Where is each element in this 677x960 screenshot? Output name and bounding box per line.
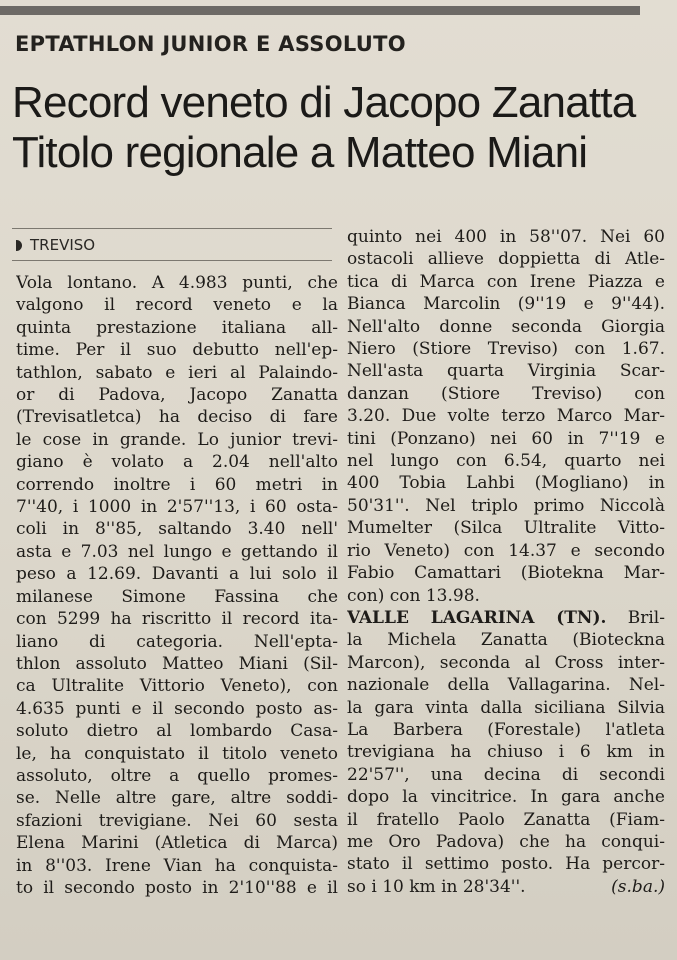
text-line: liano di categoria. Nell'epta-	[16, 631, 338, 652]
text-line: La Barbera (Forestale) l'atleta	[347, 719, 665, 740]
text-line: Vola lontano. A 4.983 punti, che	[16, 273, 338, 293]
text-line	[347, 607, 665, 629]
text-line: nazionale della Vallagarina. Nel-	[347, 675, 665, 696]
text-line: Elena Marini (Atletica di Marca)	[16, 833, 338, 854]
headline-line: Titolo regionale a Matteo Miani	[12, 128, 588, 177]
section-lead: VALLE LAGARINA (TN).	[347, 607, 607, 628]
dateline	[16, 236, 95, 254]
right-column-first-section	[347, 226, 665, 607]
text-line: in 8''03. Irene Vian ha conquista-	[16, 855, 338, 876]
right-column-second-section	[347, 607, 665, 898]
text-line: peso a 12.69. Davanti a lui solo il	[16, 564, 338, 585]
text-line: giano è volato a 2.04 nell'alto	[16, 452, 338, 473]
text-line: la gara vinta dalla siciliana Silvia	[347, 697, 665, 718]
text-line: Nell'asta quarta Virginia Scar-	[347, 361, 665, 382]
text-line: quinto nei 400 in 58''07. Nei 60	[347, 227, 665, 247]
text-line: soluto dietro al lombardo Casa-	[16, 721, 338, 742]
text-line: 22'57'', una decina di secondi	[347, 764, 665, 785]
text-line: ostacoli allieve doppietta di Atle-	[347, 249, 665, 270]
text-line: rio Veneto) con 14.37 e secondo	[347, 540, 665, 561]
text-line: quinta prestazione italiana all-	[16, 317, 338, 338]
text-line: danzan (Stiore Treviso) con	[347, 383, 665, 404]
right-column	[347, 226, 665, 898]
text-line: il fratello Paolo Zanatta (Fiam-	[347, 809, 665, 830]
text-line: 50'31''. Nel triplo primo Niccolà	[347, 495, 665, 516]
text-line: se. Nelle altre gare, altre soddi-	[16, 788, 338, 809]
author-signature: (s.ba.)	[611, 876, 665, 897]
text-line: tini (Ponzano) nei 60 in 7''19 e	[347, 428, 665, 449]
text-line: con) con 13.98.	[347, 585, 480, 606]
text-line: le, ha conquistato il titolo veneto	[16, 743, 338, 764]
text-line: sfazioni trevigiane. Nei 60 sesta	[16, 810, 338, 831]
text-line: Bianca Marcolin (9''19 e 9''44).	[347, 294, 665, 315]
top-rule	[0, 6, 640, 15]
dateline-text: TREVISO	[30, 236, 96, 254]
text-line: to il secondo posto in 2'10''88 e il	[16, 877, 338, 898]
text-line: 4.635 punti e il secondo posto as-	[16, 698, 338, 719]
text-line: 7''40, i 1000 in 2'57''13, i 60 osta-	[16, 497, 338, 518]
text-line: Niero (Stiore Treviso) con 1.67.	[347, 339, 665, 360]
text-line: time. Per il suo debutto nell'ep-	[16, 340, 338, 361]
text-line: me Oro Padova) che ha conqui-	[347, 831, 665, 852]
headline	[12, 78, 635, 178]
text-line: asta e 7.03 nel lungo e gettando il	[16, 541, 338, 562]
text-line: trevigiana ha chiuso i 6 km in	[347, 742, 665, 763]
text-line: ca Ultralite Vittorio Veneto), con	[16, 676, 338, 697]
text-line: 3.20. Due volte terzo Marco Mar-	[347, 406, 665, 427]
divider	[12, 260, 332, 261]
text-line: tica di Marca con Irene Piazza e	[347, 271, 665, 292]
headline-line: Record veneto di Jacopo Zanatta	[12, 78, 636, 127]
text-line: Marcon), seconda al Cross inter-	[347, 652, 665, 673]
text-line: Mumelter (Silca Ultralite Vitto-	[347, 518, 665, 539]
text-line: la Michela Zanatta (Bioteckna	[347, 630, 665, 651]
text-line: valgono il record veneto e la	[16, 295, 338, 316]
left-column	[16, 272, 338, 899]
text-line: 400 Tobia Lahbi (Mogliano) in	[347, 473, 665, 494]
second-section-lines	[347, 629, 665, 875]
text-fragment: so i 10 km in 28'34''.	[347, 876, 526, 897]
text-line: or di Padova, Jacopo Zanatta	[16, 385, 338, 406]
text-line: thlon assoluto Matteo Miani (Sil-	[16, 653, 338, 674]
text-line: stato il settimo posto. Ha percor-	[347, 854, 665, 875]
text-line: (Trevisatletca) ha deciso di fare	[16, 407, 338, 428]
text-line-last	[347, 876, 665, 898]
text-line: correndo inoltre i 60 metri in	[16, 474, 338, 495]
text-line: nel lungo con 6.54, quarto nei	[347, 451, 665, 472]
text-line: coli in 8''85, saltando 3.40 nell'	[16, 519, 338, 540]
kicker: EPTATHLON JUNIOR E ASSOLUTO	[15, 32, 406, 56]
text-line: assoluto, oltre a quello promes-	[16, 765, 338, 786]
text-line: Nell'alto donne seconda Giorgia	[347, 316, 665, 337]
dateline-bullet-icon	[16, 240, 22, 251]
divider	[12, 228, 332, 229]
text-line: dopo la vincitrice. In gara anche	[347, 787, 665, 808]
text-line: milanese Simone Fassina che	[16, 586, 338, 607]
text-fragment: Bril-	[606, 607, 665, 628]
text-line: con 5299 ha riscritto il record ita-	[16, 609, 338, 630]
text-line: Fabio Camattari (Biotekna Mar-	[347, 563, 665, 584]
text-line: tathlon, sabato e ieri al Palaindo-	[16, 362, 338, 383]
text-line: le cose in grande. Lo junior trevi-	[16, 429, 338, 450]
